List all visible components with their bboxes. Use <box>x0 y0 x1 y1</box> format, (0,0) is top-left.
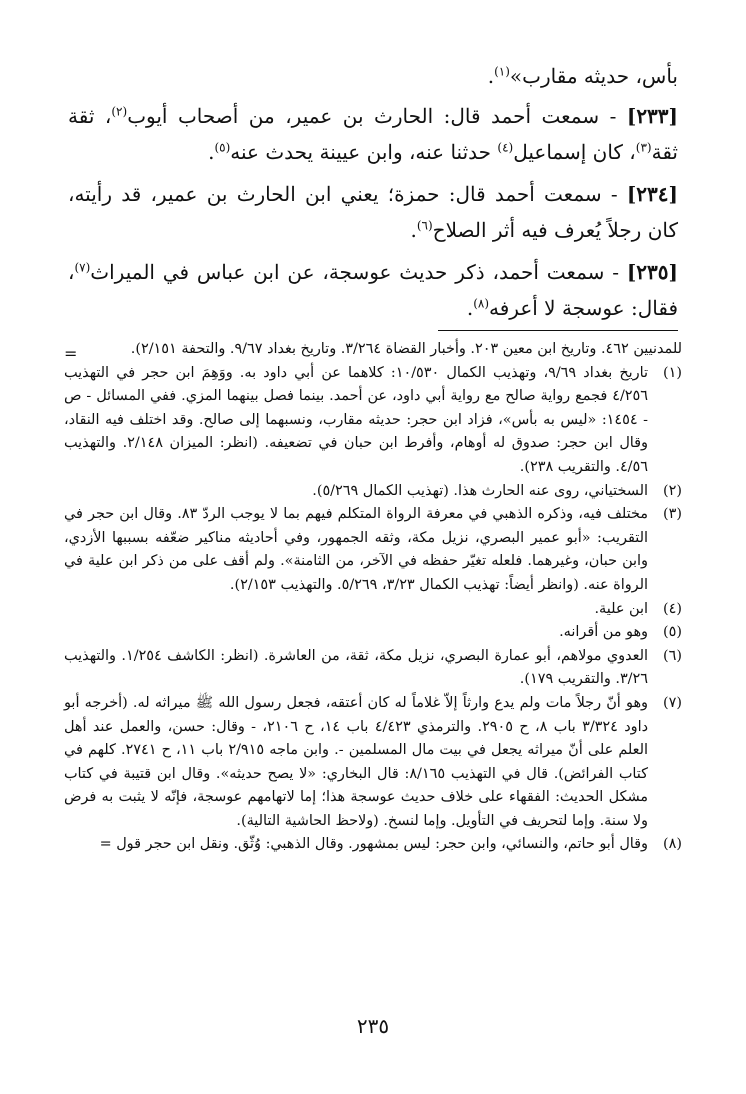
punctuation: . <box>208 140 215 164</box>
punctuation: . <box>466 296 474 320</box>
entry-234 <box>68 176 678 248</box>
punctuation: . <box>410 218 417 242</box>
footnote-3 <box>64 503 682 597</box>
footnote-number: (٢) <box>663 482 682 499</box>
footnote-5 <box>64 621 682 645</box>
footnote-number: (٥) <box>663 624 682 641</box>
entry-text: - سمعت أحمد قال: الحارث بن عمير، من أصحاب أيوب <box>127 104 627 128</box>
footnote-1 <box>64 362 682 480</box>
footnote-2 <box>64 480 682 504</box>
continuation-marker: = <box>64 344 78 363</box>
footnote-number: (٧) <box>663 694 682 711</box>
continuation-paragraph <box>68 58 678 94</box>
footnote-ref[interactable]: (٢) <box>111 104 128 119</box>
paragraph-text: بأس، حديثه مقارب» <box>509 64 678 88</box>
entry-text: ، كان إسماعيل <box>513 140 636 164</box>
page-number: ٢٣٥ <box>356 1014 390 1038</box>
entry-text: - سمعت أحمد قال: حمزة؛ يعني ابن الحارث بن عمير، قد رأيته، كان رجلاً يُعرف فيه أثر الصلاح <box>68 182 678 242</box>
main-text <box>68 58 678 332</box>
footnote-ref[interactable]: (٧) <box>74 260 91 275</box>
entry-text: ، ثقة ثقة <box>68 104 678 164</box>
footnote-text: وقال أبو حاتم، والنسائي، وابن حجر: ليس بمشهور. وقال الذهبي: وُثّق. ونقل ابن حجر قول = <box>99 836 648 853</box>
footnote-separator <box>438 330 678 331</box>
footnote-ref[interactable]: (٨) <box>473 296 490 311</box>
footnote-number: (٤) <box>663 600 682 617</box>
punctuation: . <box>487 64 495 88</box>
footnote-7 <box>64 692 682 834</box>
footnote-6 <box>64 645 682 692</box>
entry-235 <box>68 254 678 326</box>
entry-number: [٢٣٥] <box>626 260 678 284</box>
entry-text: ، فقال: عوسجة لا أعرفه <box>68 260 678 320</box>
footnotes <box>64 338 682 857</box>
footnote-8 <box>64 833 682 857</box>
entry-233 <box>68 98 678 170</box>
footnote-number: (١) <box>663 364 682 381</box>
footnote-ref[interactable]: (١) <box>494 64 510 79</box>
footnote-text: العدوي مولاهم، أبو عمارة البصري، نزيل مكة، ثقة، من العاشرة. (انظر: الكاشف ١/٢٥٤. والتهذيب ٣/٢٦. والتقريب ١٧٩). <box>64 647 648 688</box>
footnote-text: ابن علية. <box>594 600 648 617</box>
footnote-text: وهو أنّ رجلاً مات ولم يدع وارثاً إلاّ غلاماً له كان أعتقه، فجعل رسول الله ﷺ ميراثه له. (أخرجه أبو داود ٣/٣٢٤ باب ٨، ح ٢٩٠٥. والترمذي ٤/٤٢٣ باب ١٤، ح ٢١٠٦، - وقال: حسن، والعمل عند أهل العلم على أنّ ميراثه يجعل في بيت مال المسلمين -. وابن ماجه ٢/٩١٥ باب ١١، ح ٢٧٤١. كلهم في كتاب الفرائض). قال في التهذيب ٨/١٦٥: قال البخاري: «لا يصح حديثه». وقال ابن قتيبة في كتاب مشكل الحديث: الفقهاء على خلاف حديث عوسجة هذا؛ إما لاتهامهم عوسجة، فإنّه لا يثبت به فرض ولا سنة. وإما لتحريف في التأويل. وإما لنسخ. (ولاحظ الحاشية التالية). <box>64 694 649 829</box>
footnote-text: السختياني، روى عنه الحارث هذا. (تهذيب الكمال ٥/٢٦٩). <box>312 482 648 499</box>
footnote-text: وهو من أقرانه. <box>559 624 648 641</box>
entry-text: - سمعت أحمد، ذكر حديث عوسجة، عن ابن عباس في الميراث <box>90 260 627 284</box>
footnote-4 <box>64 598 682 622</box>
footnote-ref[interactable]: (٥) <box>214 140 231 155</box>
entry-number: [٢٣٤] <box>626 182 678 206</box>
footnote-number: (٨) <box>663 836 682 853</box>
footnote-text: مختلف فيه، وذكره الذهبي في معرفة الرواة المتكلم فيهم بما لا يوجب الردّ ٨٣. وقال ابن حجر في التقريب: «أبو عمير البصري، نزيل مكة، وثقه الجمهور، وفي أحاديثه مناكير ضعّفه بسببها الأزدي، وابن حبان، وغيرهما. فلعله تغيّر حفظه في الآخر، من الثامنة». ولم أقف على من ذكر ابن علية في الرواة عنه. (وانظر أيضاً: تهذيب الكمال ٣/٢٣، ٥/٢٦٩. والتهذيب ٢/١٥٣). <box>64 506 648 593</box>
footnote-text: تاريخ بغداد ٩/٦٩، وتهذيب الكمال ١٠/٥٣٠: كلاهما عن أبي داود به. ووَهِمَ ابن حجر في التهذيب ٤/٢٥٦ فجمع رواية صالح مع رواية أبي داود، عن أحمد. بينما فصل بينهما المزي. ففي المسائل - ص - ١٤٥٤: «ليس به بأس»، فزاد ابن حجر: حديثه مقارب، ونسبهما إلى صالح. وقد اختلف فيه النقاد، وقال ابن حجر: صدوق له أوهام، وأفرط ابن حبان في تضعيفه. (انظر: الميزان ٢/١٤٨. والتهذيب ٤/٥٦. والتقريب ٢٣٨). <box>64 364 649 475</box>
entry-number: [٢٣٣] <box>626 104 679 128</box>
footnote-continuation <box>64 338 682 362</box>
footnote-ref[interactable]: (٤) <box>497 140 514 155</box>
entry-text: حدثنا عنه، وابن عيينة يحدث عنه <box>230 140 498 164</box>
footnote-ref[interactable]: (٦) <box>416 218 433 233</box>
footnote-ref[interactable]: (٣) <box>635 140 652 155</box>
footnote-text: للمدنيين ٤٦٢. وتاريخ ابن معين ٢٠٣. وأخبار القضاة ٣/٢٦٤. وتاريخ بغداد ٩/٦٧. والتحفة ٢/١٥١). <box>130 341 682 357</box>
footnote-number: (٦) <box>663 647 682 664</box>
footnote-number: (٣) <box>663 506 682 523</box>
